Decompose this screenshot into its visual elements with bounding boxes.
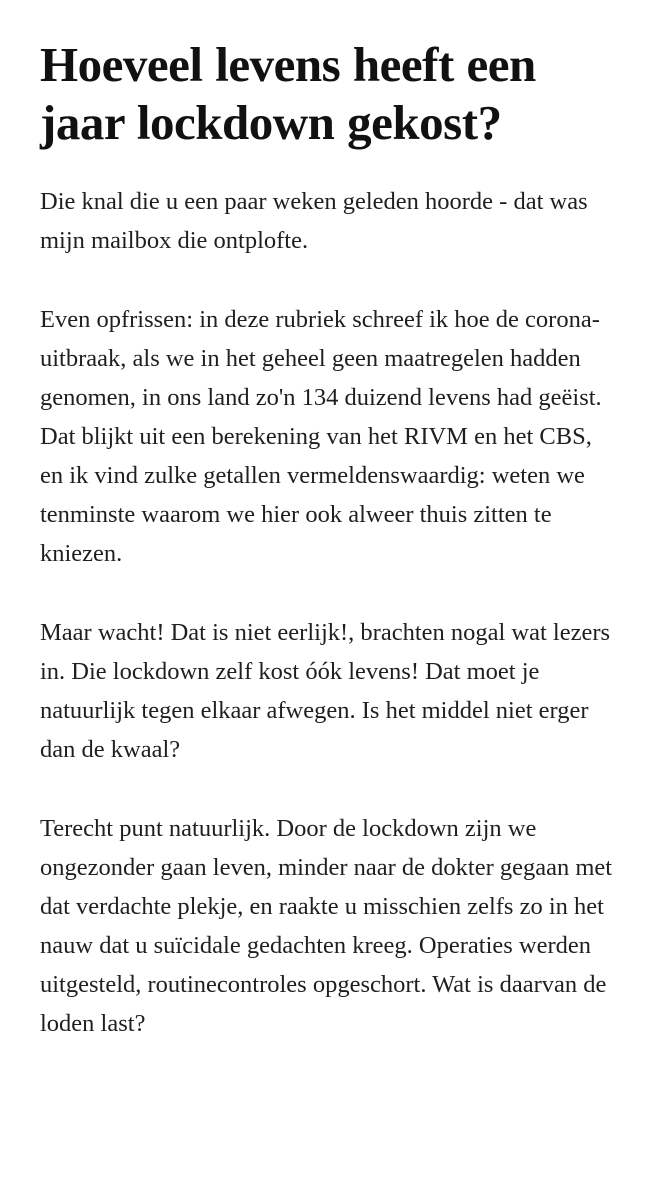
article-paragraph: Die knal die u een paar weken geleden hoorde - dat was mijn mailbox die ontplofte. [40, 188, 588, 254]
article-body [40, 182, 621, 1043]
page-title: Hoeveel levens heeft een jaar lockdown gekost? [40, 37, 536, 150]
article-paragraph: Terecht punt natuurlijk. Door de lockdown zijn we ongezonder gaan leven, minder naar de dokter gegaan met dat verdachte plekje, en raakte u misschien zelfs zo in het nauw dat u suïcidale gedachten kreeg. Operaties werden uitgesteld, routinecontroles opgeschort. Wat is daarvan de loden last? [40, 815, 613, 1037]
article-paragraph: Maar wacht! Dat is niet eerlijk!, brachten nogal wat lezers in. Die lockdown zelf kost óók levens! Dat moet je natuurlijk tegen elkaar afwegen. Is het middel niet erger dan de kwaal? [40, 619, 611, 763]
article-paragraph: Even opfrissen: in deze rubriek schreef ik hoe de corona-uitbraak, als we in het geheel geen maatregelen hadden genomen, in ons land zo'n 134 duizend levens had geëist. Dat blijkt uit een berekening van het RIVM en het CBS, en ik vind zulke getallen vermeldenswaardig: weten we tenminste waarom we hier ook alweer thuis zitten te kniezen. [40, 306, 602, 567]
